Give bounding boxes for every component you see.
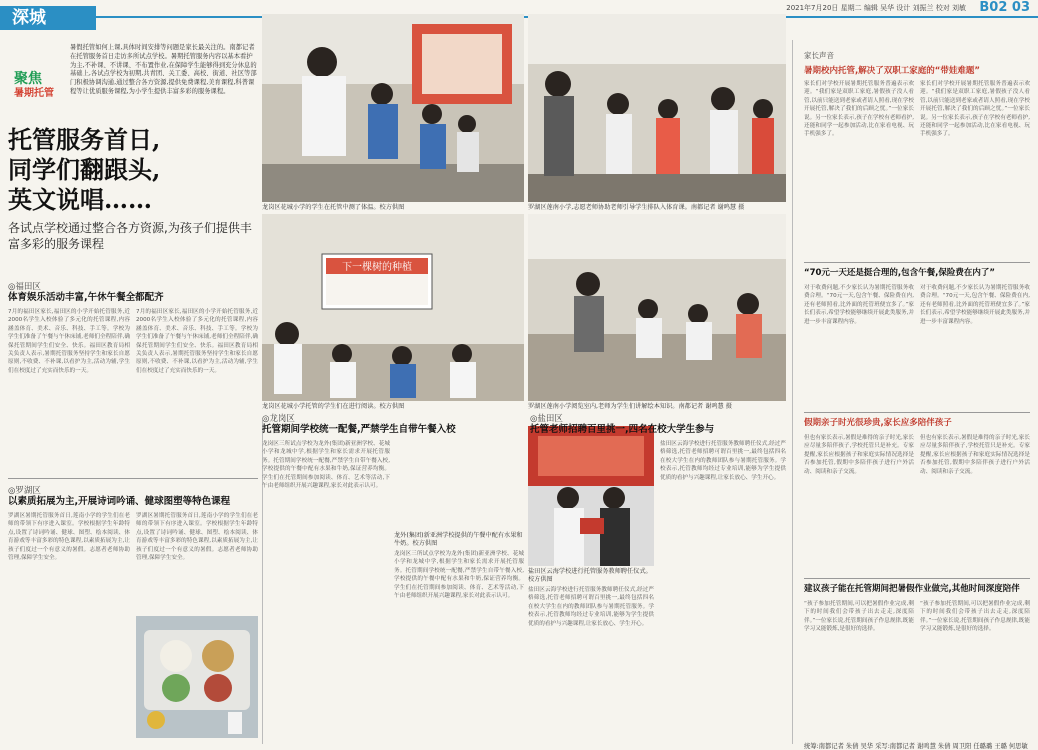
right-body-2b: 对于收费问题,不少家长认为暑期托管服务收费合理。“70元一天,包含午餐、保险费在内,还有老师照看,比外面的托管班便宜多了。”家长们表示,希望学校能够继续开展此类服务,并进一步丰富课程内容。 xyxy=(920,285,1030,325)
right-title-2: “70元一天还是挺合理的,包含午餐,保险费在内了” xyxy=(804,268,995,278)
body-futian-b: 7月的福田区家长,福田区的小学开始托管服务,近2000名学生入校体验了多元化的托管课程,内容涵盖体育、美术、音乐、科技、手工等。学校为学生们准备了午餐与午休床铺,老师们全程陪伴,确保托管期间学生们安全、快乐。福田区教育局相关负责人表示,暑期托管服务坚持学生和家长自愿原则,不收费、不补课,以看护为主,活动为辅,学生们在校度过了充实而快乐的一天。 xyxy=(136,309,258,374)
headline-line2: 同学们翻跟头, xyxy=(8,155,161,184)
title-longgang: 托管期间学校统一配餐,严禁学生自带午餐入校 xyxy=(262,424,456,435)
divider-right-3 xyxy=(804,412,1030,413)
body-yantian-b: 盐田区云海学校进行托管服务教师聘任仪式,经过严格筛选,托管老师招聘可谓百里挑一,最终包括四名在校大学生在内的教师团队参与暑期托管服务。学校表示,托管教师均经过专业培训,能够为学生提供优质的看护与兴趣课程,让家长放心、学生开心。 xyxy=(660,441,786,481)
caption-photo3: 龙岗区花城小学托管的学生们在进行阅读。校方供图 xyxy=(262,403,405,410)
logo-line1: 聚焦 xyxy=(14,71,42,87)
body-futian-a: 7月的福田区家长,福田区的小学开始托管服务,近2000名学生入校体验了多元化的托管课程,内容涵盖体育、美术、音乐、科技、手工等。学校为学生们准备了午餐与午休床铺,老师们全程陪伴,确保托管期间学生们安全、快乐。福田区教育局相关负责人表示,暑期托管服务坚持学生和家长自愿原则,不收费、不补课,以看护为主,活动为辅,学生们在校度过了充实而快乐的一天。 xyxy=(8,309,130,374)
photo-lunch xyxy=(136,616,258,738)
body-yantian-a: 盐田区云海学校进行托管服务教师聘任仪式,经过严格筛选,托管老师招聘可谓百里挑一,最终包括四名在校大学生在内的教师团队参与暑期托管服务。学校表示,托管教师均经过专业培训,能够为学生提供优质的看护与兴趣课程,让家长放心、学生开心。 xyxy=(528,587,654,627)
region-luohu: ◎罗湖区 xyxy=(8,486,41,496)
divider-luohu xyxy=(8,478,258,479)
screen-title: 下一棵树的种植 xyxy=(342,262,412,273)
title-luohu: 以素质拓展为主,开展诗词吟诵、健球图塑等特色课程 xyxy=(8,496,231,507)
caption-photo1: 龙岗区花城小学的学生在托管中测了体温。校方供图 xyxy=(262,204,405,211)
caption-photo4: 罗湖区莲南小学阅览室内,老师为学生们讲解绘本知识。南都记者 谢鸣慧 摄 xyxy=(528,403,732,410)
title-yantian: 托管老师招聘百里挑一,四名在校大学生参与 xyxy=(530,424,715,435)
page-number: B02 03 xyxy=(979,0,1030,15)
divider-right-2 xyxy=(804,262,1030,263)
region-futian: ◎福田区 xyxy=(8,282,41,292)
headline-line1: 托管服务首日, xyxy=(8,125,161,154)
photo-ceremony xyxy=(528,426,654,566)
photo-reading xyxy=(262,214,524,401)
right-body-1a: 家长们对学校开展暑期托管服务普遍表示欢迎。“我们家是双职工家庭,暑假孩子没人看管,以前只能送到老家或者请人照看,现在学校开展托管,解决了我们的后顾之忧。”一位家长说。另一位家长表示,孩子在学校有老师看护,还能和同学一起参加活动,比在家看电视、玩手机强多了。 xyxy=(804,81,914,138)
title-futian: 体育娱乐活动丰富,午休午餐全都配齐 xyxy=(8,292,164,303)
header-meta: 2021年7月20日 星期二 编辑 吴华 设计 刘振兰 校对 刘敏 xyxy=(786,4,966,12)
subheadline: 各试点学校通过整合各方资源,为孩子们提供丰富多彩的服务课程 xyxy=(8,221,252,251)
body-luohu-b: 罗湖区暑期托管服务首日,莲南小学的学生们在老师的带领下有序进入课室。学校根据学生年龄特点,设置了诗词吟诵、健球、图塑、绘本阅读、体育游戏等丰富多彩的特色课程,以素质拓展为主,让孩子们度过一个有意义的暑假。志愿者老师协助管理,保障学生安全。 xyxy=(136,513,258,562)
headline xyxy=(8,125,258,215)
right-body-2a: 对于收费问题,不少家长认为暑期托管服务收费合理。“70元一天,包含午餐、保险费在内,还有老师照看,比外面的托管班便宜多了。”家长们表示,希望学校能够继续开展此类服务,并进一步丰富课程内容。 xyxy=(804,285,914,325)
right-body-1b: 家长们对学校开展暑期托管服务普遍表示欢迎。“我们家是双职工家庭,暑假孩子没人看管,以前只能送到老家或者请人照看,现在学校开展托管,解决了我们的后顾之忧。”一位家长说。另一位家长表示,孩子在学校有老师看护,还能和同学一起参加活动,比在家看电视、玩手机强多了。 xyxy=(920,81,1030,138)
body-luohu-a: 罗湖区暑期托管服务首日,莲南小学的学生们在老师的带领下有序进入课室。学校根据学生年龄特点,设置了诗词吟诵、健球、图塑、绘本阅读、体育游戏等丰富多彩的特色课程,以素质拓展为主,让孩子们度过一个有意义的暑假。志愿者老师协助管理,保障学生安全。 xyxy=(8,513,130,562)
photo-lining-up xyxy=(528,14,786,202)
body-longgang-b: 龙岗区三所试点学校为龙外(集团)新亚洲学校、花城小学和龙城中学,根据学生和家长需求开展托管服务。托管期间学校统一配餐,严禁学生自带午餐入校,学校提供的午餐中配有水果和牛奶,保证营养均衡。学生们在托管期间参加阅读、体育、艺术等活动,下午由老师组织开展兴趣课程,家长对此表示认可。 xyxy=(394,551,524,600)
right-body-4b: “孩子参加托管期间,可以把暑假作业完成,剩下的时间我们会带孩子出去走走,深度陪伴。”一位家长说,托管期间孩子作息规律,既能学习又能锻炼,是很好的选择。 xyxy=(920,601,1030,633)
right-title-1: 暑期校内托管,解决了双职工家庭的“带娃难题” xyxy=(804,66,980,76)
caption-photo5: 龙外(集团)新亚洲学校提供的午餐中配有水果和牛奶。校方供图 xyxy=(394,532,523,547)
right-title-4: 建议孩子能在托管期间把暑假作业做完,其他时间深度陪伴 xyxy=(804,584,1020,594)
caption-photo2: 罗湖区莲南小学,志愿老师协助老师引导学生排队入体育课。南都记者 谢鸣慧 摄 xyxy=(528,204,745,211)
right-title-3: 假期亲子时光很珍贵,家长应多陪伴孩子 xyxy=(804,418,952,428)
right-body-3b: 但也有家长表示,暑假是难得的亲子时光,家长应尽量多陪伴孩子,学校托管只是补充。专家提醒,家长应根据孩子和家庭实际情况选择是否参加托管,假期中多陪伴孩子进行户外活动、阅读和亲子交流。 xyxy=(920,435,1030,475)
column-divider-2 xyxy=(792,40,793,744)
region-longgang: ◎龙岗区 xyxy=(262,414,295,424)
logo-line2: 暑期托管 xyxy=(14,88,54,99)
lead-paragraph: 暑假托管如何上课,具体时间安排等问题是家长最关注的。南都记者在托管服务首日走访多所试点学校。暑期托管服务内容以基本看护为主,不补课、不讲课、不布置作业,在保障学生能够得到充分休息的基础上,各试点学校为初期,共青团、关工委、高校、街道、社区等部门积极协调沟通,通过整合各方资源,提供免费课程,美育课程,科普课程等让优质服务课程,为小学生提供丰富多彩的服务课程。 xyxy=(70,44,257,95)
photo-picture-book xyxy=(528,214,786,401)
topic-logo xyxy=(14,72,60,102)
body-longgang-a: 龙岗区三所试点学校为龙外(集团)新亚洲学校、花城小学和龙城中学,根据学生和家长需求开展托管服务。托管期间学校统一配餐,严禁学生自带午餐入校,学校提供的午餐中配有水果和牛奶,保证营养均衡。学生们在托管期间参加阅读、体育、艺术等活动,下午由老师组织开展兴趣课程,家长对此表示认可。 xyxy=(262,441,390,490)
section-tag: 深城 xyxy=(0,6,96,30)
right-body-4a: “孩子参加托管期间,可以把暑假作业完成,剩下的时间我们会带孩子出去走走,深度陪伴。”一位家长说,托管期间孩子作息规律,既能学习又能锻炼,是很好的选择。 xyxy=(804,601,914,633)
right-label: 家长声音 xyxy=(804,51,834,60)
photo-temperature-check xyxy=(262,14,524,202)
divider-right-4 xyxy=(804,578,1030,579)
region-yantian: ◎盐田区 xyxy=(530,414,563,424)
right-body-3a: 但也有家长表示,暑假是难得的亲子时光,家长应尽量多陪伴孩子,学校托管只是补充。专家提醒,家长应根据孩子和家庭实际情况选择是否参加托管,假期中多陪伴孩子进行户外活动、阅读和亲子交流。 xyxy=(804,435,914,475)
headline-line3: 英文说唱…… xyxy=(8,185,152,214)
caption-photo6: 盐田区云海学校进行托管服务教师聘任仪式。校方供图 xyxy=(528,568,652,583)
footer-credits: 统筹:南都记者 朱倩 吴华 采写:南都记者 谢鸣慧 朱倩 周卫阳 任璐璐 王璐 何思敏 xyxy=(804,743,1028,750)
